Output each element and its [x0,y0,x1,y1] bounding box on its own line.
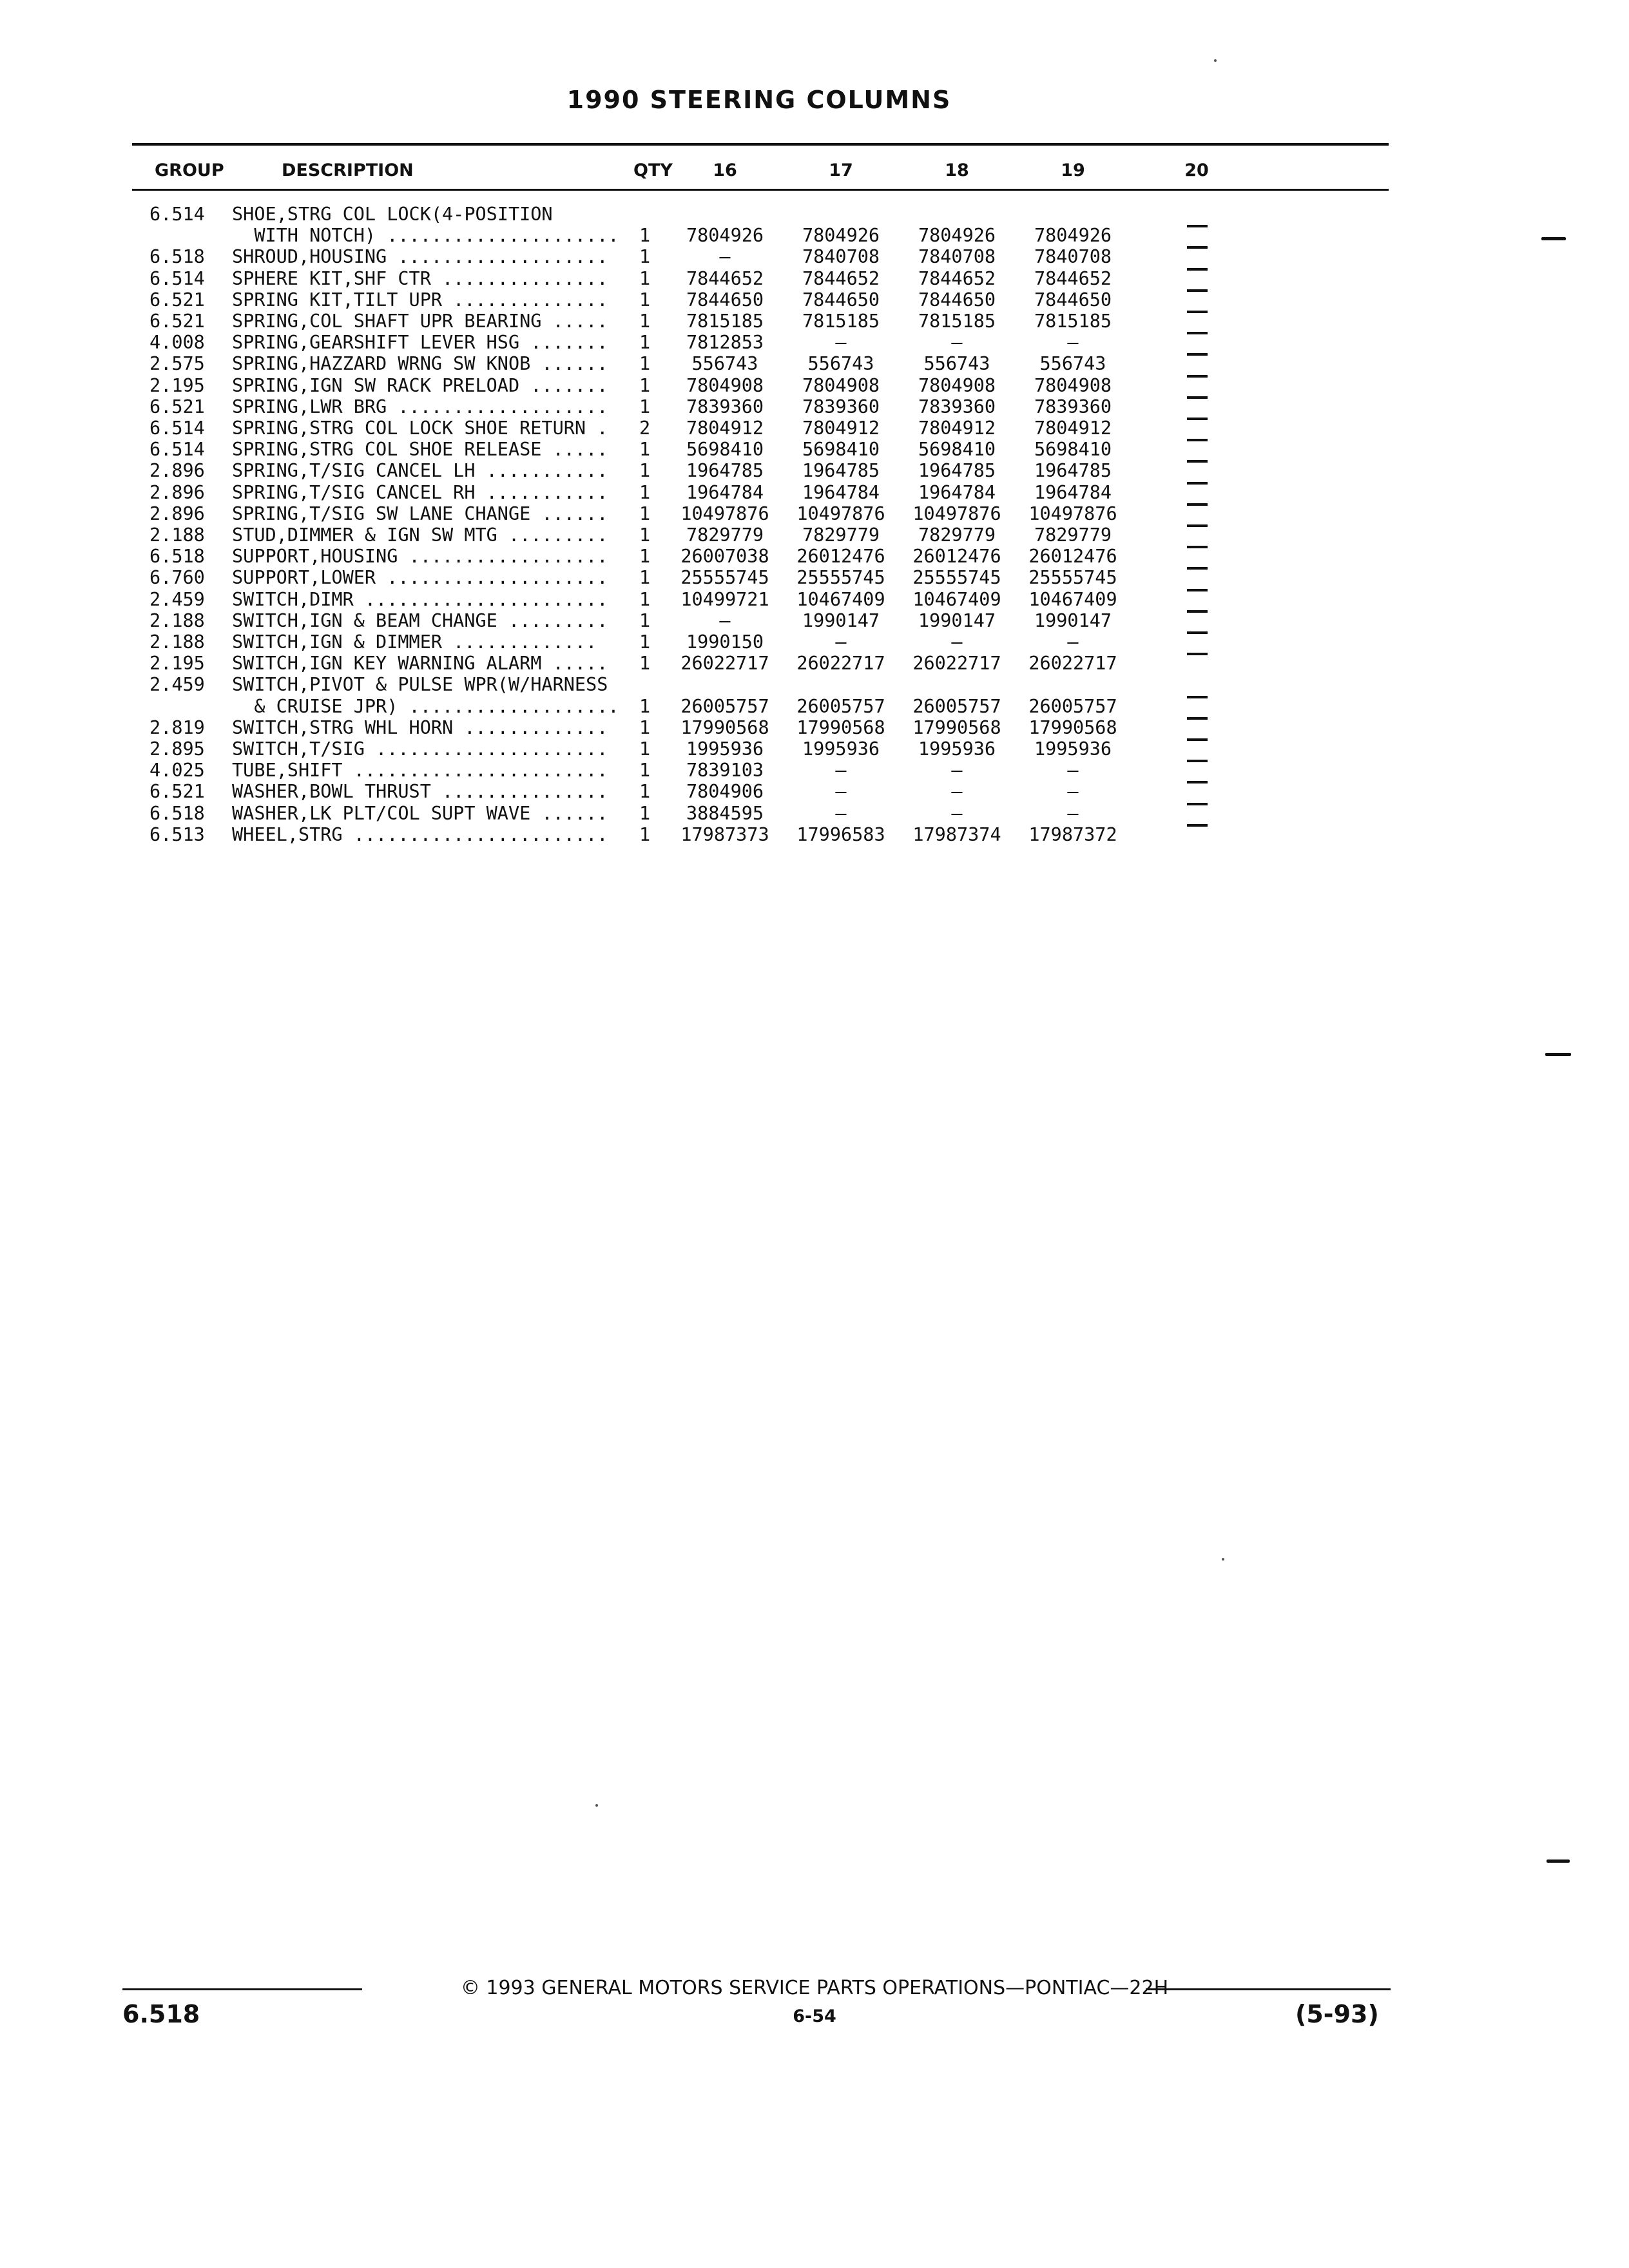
footer-revision-date: (5-93) [1295,2000,1379,2028]
row-part-17: 17996583 [796,823,885,845]
row-part-20-dash [1187,696,1208,698]
row-part-18: 17987374 [912,823,1001,845]
row-qty: 1 [639,802,651,824]
table-row [0,204,1629,225]
row-part-16: 1995936 [686,738,764,760]
row-part-20-dash [1187,396,1208,399]
row-part-16: — [719,246,731,268]
footer-page-number: 6-54 [793,2006,836,2026]
table-row [0,289,1629,311]
table-row [0,546,1629,567]
row-description: SPRING,COL SHAFT UPR BEARING ..... [232,311,608,332]
row-qty: 1 [639,653,651,675]
row-group: 2.188 [149,631,205,653]
row-qty: 1 [639,311,651,332]
header-col-20: 20 [1184,160,1209,180]
row-description: SPRING,STRG COL LOCK SHOE RETURN . [232,418,608,439]
row-part-18: — [951,332,963,354]
row-part-16: 7812853 [686,332,764,354]
row-part-19: 1990147 [1034,610,1112,631]
row-part-17: 5698410 [802,439,880,461]
table-row [0,738,1629,760]
row-group: 2.195 [149,374,205,396]
row-group: 6.521 [149,396,205,418]
row-description: WASHER,BOWL THRUST ............... [232,781,608,803]
row-part-16: 1990150 [686,631,764,653]
row-part-17: 1990147 [802,610,880,631]
row-part-17: 7844650 [802,289,880,311]
row-group: 2.895 [149,738,205,760]
row-part-17: 1995936 [802,738,880,760]
row-part-19: 1964784 [1034,481,1112,503]
row-part-19: 5698410 [1034,439,1112,461]
row-group: 6.760 [149,567,205,589]
table-row [0,418,1629,439]
row-qty: 1 [639,524,651,546]
footer-group-code: 6.518 [122,2000,200,2028]
row-description: SHOE,STRG COL LOCK(4-POSITION [232,204,553,225]
row-part-17: 26012476 [796,546,885,568]
row-description: SPRING KIT,TILT UPR .............. [232,289,608,311]
row-part-16: 7804926 [686,225,764,247]
row-part-16: 26022717 [680,653,769,675]
row-qty: 1 [639,503,651,524]
row-group: 2.188 [149,524,205,546]
row-qty: 1 [639,631,651,653]
row-description: SWITCH,PIVOT & PULSE WPR(W/HARNESS [232,674,608,696]
row-qty: 1 [639,588,651,610]
margin-mark [1545,1053,1571,1056]
row-part-16: 7804906 [686,781,764,803]
row-part-18: 10467409 [912,588,1001,610]
row-part-16: 1964784 [686,481,764,503]
row-part-18: 7839360 [918,396,996,418]
table-row [0,696,1629,717]
table-row [0,396,1629,418]
row-part-16: 7829779 [686,524,764,546]
table-row [0,610,1629,631]
row-part-16: 26007038 [680,546,769,568]
row-part-17: — [835,781,847,803]
row-part-18: 556743 [923,353,990,375]
row-part-17: 1964784 [802,481,880,503]
table-row [0,246,1629,267]
header-col-17: 17 [829,160,853,180]
row-part-16: 7839103 [686,760,764,782]
scan-speck [1222,1558,1224,1561]
row-qty: 1 [639,332,651,354]
row-group: 2.896 [149,503,205,524]
row-part-17: 10497876 [796,503,885,524]
row-part-19: 17990568 [1028,716,1117,738]
row-part-19: 7839360 [1034,396,1112,418]
table-row [0,824,1629,845]
row-part-19: 1964785 [1034,460,1112,482]
row-part-18: 26012476 [912,546,1001,568]
row-qty: 1 [639,546,651,568]
table-row [0,803,1629,824]
row-part-20-dash [1187,781,1208,783]
row-part-19: 10497876 [1028,503,1117,524]
row-part-18: 1995936 [918,738,996,760]
row-description: SPHERE KIT,SHF CTR ............... [232,267,608,289]
row-qty: 1 [639,481,651,503]
row-part-20-dash [1187,225,1208,227]
row-part-18: 7829779 [918,524,996,546]
row-part-18: 7804912 [918,418,996,439]
row-description: STUD,DIMMER & IGN SW MTG ......... [232,524,608,546]
row-part-16: 7844650 [686,289,764,311]
row-part-20-dash [1187,353,1208,356]
row-qty: 1 [639,267,651,289]
table-row [0,353,1629,374]
row-part-19: 7804908 [1034,374,1112,396]
row-part-19: 1995936 [1034,738,1112,760]
row-part-17: 7829779 [802,524,880,546]
row-part-17: 7844652 [802,267,880,289]
table-row [0,653,1629,674]
row-part-19: — [1067,760,1079,782]
row-part-17: 26005757 [796,695,885,717]
row-part-17: — [835,802,847,824]
row-part-19: 7815185 [1034,311,1112,332]
row-group: 6.521 [149,289,205,311]
row-part-16: 25555745 [680,567,769,589]
row-part-16: 17990568 [680,716,769,738]
row-part-16: 26005757 [680,695,769,717]
row-part-20-dash [1187,460,1208,463]
table-row [0,631,1629,653]
row-description: SUPPORT,HOUSING .................. [232,546,608,568]
row-group: 6.513 [149,823,205,845]
row-part-17: 17990568 [796,716,885,738]
row-description: SPRING,IGN SW RACK PRELOAD ....... [232,374,608,396]
table-row [0,524,1629,546]
row-part-18: 25555745 [912,567,1001,589]
row-part-18: 7844652 [918,267,996,289]
row-qty: 1 [639,460,651,482]
row-part-18: 5698410 [918,439,996,461]
row-qty: 1 [639,567,651,589]
row-part-17: 26022717 [796,653,885,675]
row-part-16: 7804912 [686,418,764,439]
row-part-19: — [1067,802,1079,824]
header-top-rule [132,143,1389,146]
row-part-20-dash [1187,824,1208,827]
row-part-19: 7840708 [1034,246,1112,268]
row-qty: 1 [639,695,651,717]
row-part-17: 7804912 [802,418,880,439]
row-description: SWITCH,T/SIG ..................... [232,738,608,760]
row-part-20-dash [1187,567,1208,570]
row-group: 2.188 [149,610,205,631]
row-part-20-dash [1187,589,1208,591]
row-description: SWITCH,STRG WHL HORN ............. [232,716,608,738]
row-part-17: 7815185 [802,311,880,332]
header-description: DESCRIPTION [282,160,414,180]
row-part-17: 10467409 [796,588,885,610]
row-description: SPRING,T/SIG CANCEL RH ........... [232,481,608,503]
row-part-19: 7804912 [1034,418,1112,439]
row-group: 2.459 [149,674,205,696]
row-part-20-dash [1187,289,1208,292]
row-description: SPRING,HAZZARD WRNG SW KNOB ...... [232,353,608,375]
row-description: SWITCH,IGN KEY WARNING ALARM ..... [232,653,608,675]
row-group: 6.514 [149,267,205,289]
row-part-18: 26005757 [912,695,1001,717]
row-part-18: 17990568 [912,716,1001,738]
row-qty: 1 [639,396,651,418]
row-part-18: 1964785 [918,460,996,482]
row-part-17: 7804926 [802,225,880,247]
row-qty: 1 [639,781,651,803]
row-description: TUBE,SHIFT ....................... [232,760,608,782]
table-row [0,268,1629,289]
margin-mark [1547,1860,1570,1863]
table-row [0,375,1629,396]
row-description: SPRING,LWR BRG ................... [232,396,608,418]
row-part-20-dash [1187,738,1208,741]
header-col-18: 18 [945,160,969,180]
row-description: WASHER,LK PLT/COL SUPT WAVE ...... [232,802,608,824]
row-part-19: 7829779 [1034,524,1112,546]
row-part-19: 10467409 [1028,588,1117,610]
row-part-17: — [835,631,847,653]
table-row [0,225,1629,246]
row-part-16: 3884595 [686,802,764,824]
row-qty: 1 [639,760,651,782]
row-group: 4.008 [149,332,205,354]
row-part-19: 26022717 [1028,653,1117,675]
row-part-17: 7839360 [802,396,880,418]
row-qty: 1 [639,716,651,738]
row-part-20-dash [1187,246,1208,249]
row-part-16: 10497876 [680,503,769,524]
row-part-20-dash [1187,803,1208,805]
row-qty: 1 [639,353,651,375]
row-description: SPRING,STRG COL SHOE RELEASE ..... [232,439,608,461]
scan-speck [595,1804,598,1807]
row-part-19: 26005757 [1028,695,1117,717]
row-group: 6.518 [149,246,205,268]
footer-copyright: © 1993 GENERAL MOTORS SERVICE PARTS OPERATIONS—PONTIAC—22H [460,1977,1169,1999]
row-part-16: 7815185 [686,311,764,332]
row-group: 6.514 [149,439,205,461]
row-part-17: 7804908 [802,374,880,396]
row-qty: 1 [639,246,651,268]
row-description: SWITCH,DIMR ...................... [232,588,608,610]
table-row [0,567,1629,588]
row-part-18: 7804926 [918,225,996,247]
margin-mark [1541,237,1566,240]
row-description: WITH NOTCH) ..................... [232,225,619,247]
row-part-18: 1990147 [918,610,996,631]
table-row [0,439,1629,460]
table-row [0,717,1629,738]
row-description: SPRING,T/SIG CANCEL LH ........... [232,460,608,482]
row-description: WHEEL,STRG ....................... [232,823,608,845]
table-row [0,332,1629,353]
row-qty: 1 [639,289,651,311]
row-part-20-dash [1187,375,1208,378]
row-part-16: — [719,610,731,631]
table-row [0,589,1629,610]
table-row [0,674,1629,695]
row-part-20-dash [1187,503,1208,506]
row-part-20-dash [1187,610,1208,613]
row-group: 6.514 [149,418,205,439]
row-description: SPRING,GEARSHIFT LEVER HSG ....... [232,332,608,354]
row-group: 2.195 [149,653,205,675]
row-group: 4.025 [149,760,205,782]
row-part-18: — [951,781,963,803]
table-row [0,503,1629,524]
row-part-20-dash [1187,482,1208,485]
row-part-16: 5698410 [686,439,764,461]
table-row [0,460,1629,481]
row-part-20-dash [1187,546,1208,548]
row-qty: 1 [639,374,651,396]
row-part-20-dash [1187,311,1208,313]
row-qty: 1 [639,610,651,631]
row-part-18: — [951,631,963,653]
row-part-18: — [951,760,963,782]
row-part-17: 1964785 [802,460,880,482]
row-part-20-dash [1187,717,1208,720]
row-part-16: 7804908 [686,374,764,396]
row-part-19: — [1067,332,1079,354]
row-part-20-dash [1187,418,1208,420]
table-row [0,482,1629,503]
page-title: 1990 STEERING COLUMNS [566,86,952,114]
row-part-17: 7840708 [802,246,880,268]
header-qty: QTY [633,160,673,180]
row-part-20-dash [1187,653,1208,655]
header-col-19: 19 [1061,160,1085,180]
row-part-20-dash [1187,524,1208,527]
row-description: SWITCH,IGN & BEAM CHANGE ......... [232,610,608,631]
row-part-19: — [1067,631,1079,653]
row-part-16: 17987373 [680,823,769,845]
row-group: 2.896 [149,460,205,482]
row-part-20-dash [1187,268,1208,271]
row-part-18: — [951,802,963,824]
row-part-18: 7840708 [918,246,996,268]
row-part-20-dash [1187,332,1208,334]
row-description: SPRING,T/SIG SW LANE CHANGE ...... [232,503,608,524]
row-description: SHROUD,HOUSING ................... [232,246,608,268]
row-part-19: 7844652 [1034,267,1112,289]
row-part-19: 26012476 [1028,546,1117,568]
row-part-19: 7844650 [1034,289,1112,311]
row-part-20-dash [1187,439,1208,441]
table-row [0,781,1629,802]
row-qty: 1 [639,823,651,845]
row-part-18: 7804908 [918,374,996,396]
row-part-18: 10497876 [912,503,1001,524]
header-bottom-rule [132,189,1389,191]
row-group: 2.459 [149,588,205,610]
row-part-19: 25555745 [1028,567,1117,589]
row-part-16: 10499721 [680,588,769,610]
row-part-17: 556743 [807,353,874,375]
row-group: 6.514 [149,204,205,225]
row-part-19: — [1067,781,1079,803]
row-part-18: 7844650 [918,289,996,311]
row-group: 6.521 [149,781,205,803]
row-part-19: 17987372 [1028,823,1117,845]
row-part-16: 7839360 [686,396,764,418]
row-qty: 1 [639,738,651,760]
row-part-17: — [835,332,847,354]
row-part-19: 556743 [1039,353,1106,375]
row-description: & CRUISE JPR) ................... [232,695,619,717]
row-group: 2.819 [149,716,205,738]
row-part-17: 25555745 [796,567,885,589]
row-qty: 1 [639,225,651,247]
row-part-18: 7815185 [918,311,996,332]
row-part-17: — [835,760,847,782]
row-part-16: 556743 [691,353,758,375]
row-group: 6.521 [149,311,205,332]
scan-speck [1214,59,1217,62]
row-part-16: 1964785 [686,460,764,482]
table-row [0,311,1629,332]
row-part-20-dash [1187,760,1208,762]
header-group: GROUP [155,160,224,180]
row-part-18: 1964784 [918,481,996,503]
table-row [0,760,1629,781]
row-description: SWITCH,IGN & DIMMER ............. [232,631,597,653]
row-part-20-dash [1187,631,1208,634]
header-col-16: 16 [713,160,737,180]
row-qty: 1 [639,439,651,461]
row-description: SUPPORT,LOWER .................... [232,567,608,589]
row-qty: 2 [639,418,651,439]
row-part-18: 26022717 [912,653,1001,675]
row-group: 2.575 [149,353,205,375]
row-group: 6.518 [149,802,205,824]
row-part-16: 7844652 [686,267,764,289]
row-group: 6.518 [149,546,205,568]
row-part-19: 7804926 [1034,225,1112,247]
row-group: 2.896 [149,481,205,503]
